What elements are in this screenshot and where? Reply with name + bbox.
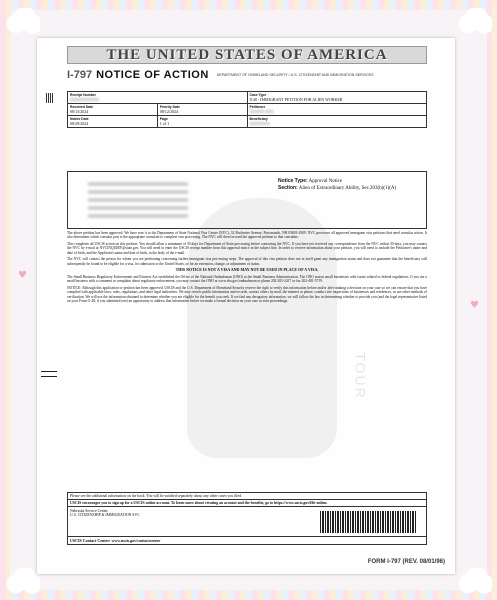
form-number: I-797 bbox=[67, 69, 93, 81]
notice-type-label: Notice Type: bbox=[278, 178, 308, 184]
cloud-decoration bbox=[458, 568, 492, 594]
received-label: Received Date bbox=[70, 105, 94, 109]
cloud-decoration bbox=[458, 8, 492, 34]
i797-document bbox=[37, 38, 455, 574]
notice-date-value: 08/29/2024 bbox=[70, 121, 89, 126]
notice-type-value: Approval Notice bbox=[308, 179, 343, 184]
notice-type-block bbox=[278, 178, 396, 192]
back-note: Please see the additional information on the back. You will be notified separately about any other cases you filed. bbox=[68, 493, 426, 500]
receipt-value: XXXXXXXXXX bbox=[70, 97, 99, 102]
priority-label: Priority Date bbox=[159, 105, 180, 109]
footer-box bbox=[67, 492, 427, 545]
section-value: Alien of Extraordinary Ability, Sec.203(b)(1)(A) bbox=[298, 186, 397, 191]
watermark-text: TOUR bbox=[352, 352, 369, 400]
page-value: 1 of 1 bbox=[159, 121, 170, 126]
contact-center: USCIS Contact Center: www.uscis.gov/contactcenter bbox=[70, 538, 161, 543]
barcode bbox=[320, 511, 416, 533]
case-type-label: Case Type bbox=[249, 93, 267, 97]
department-name: DEPARTMENT OF HOMELAND SECURITY / U.S. CITIZENSHIP AND IMMIGRATION SERVICES bbox=[216, 73, 374, 77]
page-label: Page bbox=[159, 117, 168, 121]
service-center-name: Nebraska Service Center bbox=[70, 509, 108, 513]
beneficiary-label: Beneficiary bbox=[249, 117, 268, 121]
receipt-label: Receipt Number bbox=[70, 93, 97, 97]
paragraph-processing: This completes all USCIS action on this petition. You should allow a minimum of 30 days for Department of State processing before contacting the NVC. If you have not received any correspondence from the NVC within 30 days, you may contact the NVC by e-mail at NVCINQUIRY@state.gov. You will need to enter the USCIS receipt number from this approval notice in the subject line. In order to receive information about your petition, you will need to include the Petitioner's name and date of birth, and the Applicant's name and date of birth, in the body of the e-mail. bbox=[67, 242, 427, 255]
form-title: NOTICE OF ACTION bbox=[96, 69, 209, 81]
paragraph-nvc: The above petition has been approved. We have sent it to the Department of State National Visa Center (NVC), 32 Rochester Avenue, Portsmouth, NH 03801-2909. NVC processes all approved immigrant visa petitions that need consular action. It also determines which consular post is the appropriate consulate to complete visa processing. The NVC will then forward the approved petition to that consulate. bbox=[67, 231, 427, 240]
paragraph-verification: NOTICE: Although this application or petition has been approved, USCIS and the U.S. Department of Homeland Security reserve the right to verify this information before and/or after making a decision on your case so we can ensure that you have complied with applicable laws, rules, regulations, and other legal authorities. We may review public information and records, contact others by mail, the internet or phone, conduct site inspections of businesses and residences, or use other methods of verification. We will use the information obtained to determine whether you are eligible for the benefit you seek. If we find any derogatory information, we will follow the law in determining whether to provide you (and the legal representative listed on your Form G-28, if you submitted one) an opportunity to address that information before we make a formal decision on your case or start proceedings. bbox=[67, 286, 427, 304]
section-label: Section: bbox=[278, 185, 298, 191]
beneficiary-value: XXXXXXX bbox=[249, 121, 270, 126]
case-type-value: I140 - IMMIGRANT PETITION FOR ALIEN WORKER bbox=[249, 97, 343, 102]
banner-title: THE UNITED STATES OF AMERICA bbox=[67, 46, 427, 64]
paragraph-ombudsman: The Small Business Regulatory Enforcement and Fairness Act established the Office of the National Ombudsman (ONO) at the Small Business Administration. The ONO assists small businesses with issues related to federal regulations. If you are a small business with a comment or complaint about regulatory enforcement, you may contact the ONO at www.sba.gov/ombudsman or phone 202-205-2417 or fax 202-481-5719. bbox=[67, 275, 427, 284]
priority-value: 08/12/2024 bbox=[159, 109, 178, 114]
notice-body bbox=[67, 231, 427, 306]
petitioner-label: Petitioner bbox=[249, 105, 266, 109]
heart-icon: ♥ bbox=[470, 300, 479, 311]
redacted-address bbox=[88, 180, 188, 218]
paragraph-status: The NVC will contact the person for whom you are petitioning concerning further immigrant visa processing steps. The approval of this visa petition does not in itself grant any immigration status and does not guarantee that the beneficiary will subsequently be found to be eligible for a visa, for admission to the United States, or for an extension, change, or adjustment of status. bbox=[67, 257, 427, 266]
received-value: 08/13/2024 bbox=[70, 109, 89, 114]
form-header bbox=[67, 68, 427, 82]
online-account-note: USCIS encourages you to sign up for a USCIS online account. To learn more about creating an account and the benefits, go to https://www.uscis.gov/file-online. bbox=[68, 500, 426, 507]
address-box bbox=[67, 171, 427, 229]
service-center-sub: U.S. CITIZENSHIP & IMMIGRATION SVC bbox=[70, 513, 140, 517]
form-revision: FORM I-797 (REV. 08/01/96) bbox=[367, 559, 445, 565]
fold-marks bbox=[41, 371, 57, 377]
side-barcode bbox=[46, 93, 53, 103]
cloud-decoration bbox=[6, 8, 40, 34]
cloud-decoration bbox=[6, 568, 40, 594]
paragraph-not-visa: THIS NOTICE IS NOT A VISA AND MAY NOT BE USED IN PLACE OF A VISA. bbox=[175, 267, 319, 273]
petitioner-value: XXXXX XXX bbox=[249, 109, 274, 114]
notice-date-label: Notice Date bbox=[70, 117, 89, 121]
service-center-block bbox=[68, 507, 426, 537]
heart-icon: ♥ bbox=[18, 270, 27, 281]
case-info-table bbox=[67, 91, 427, 128]
